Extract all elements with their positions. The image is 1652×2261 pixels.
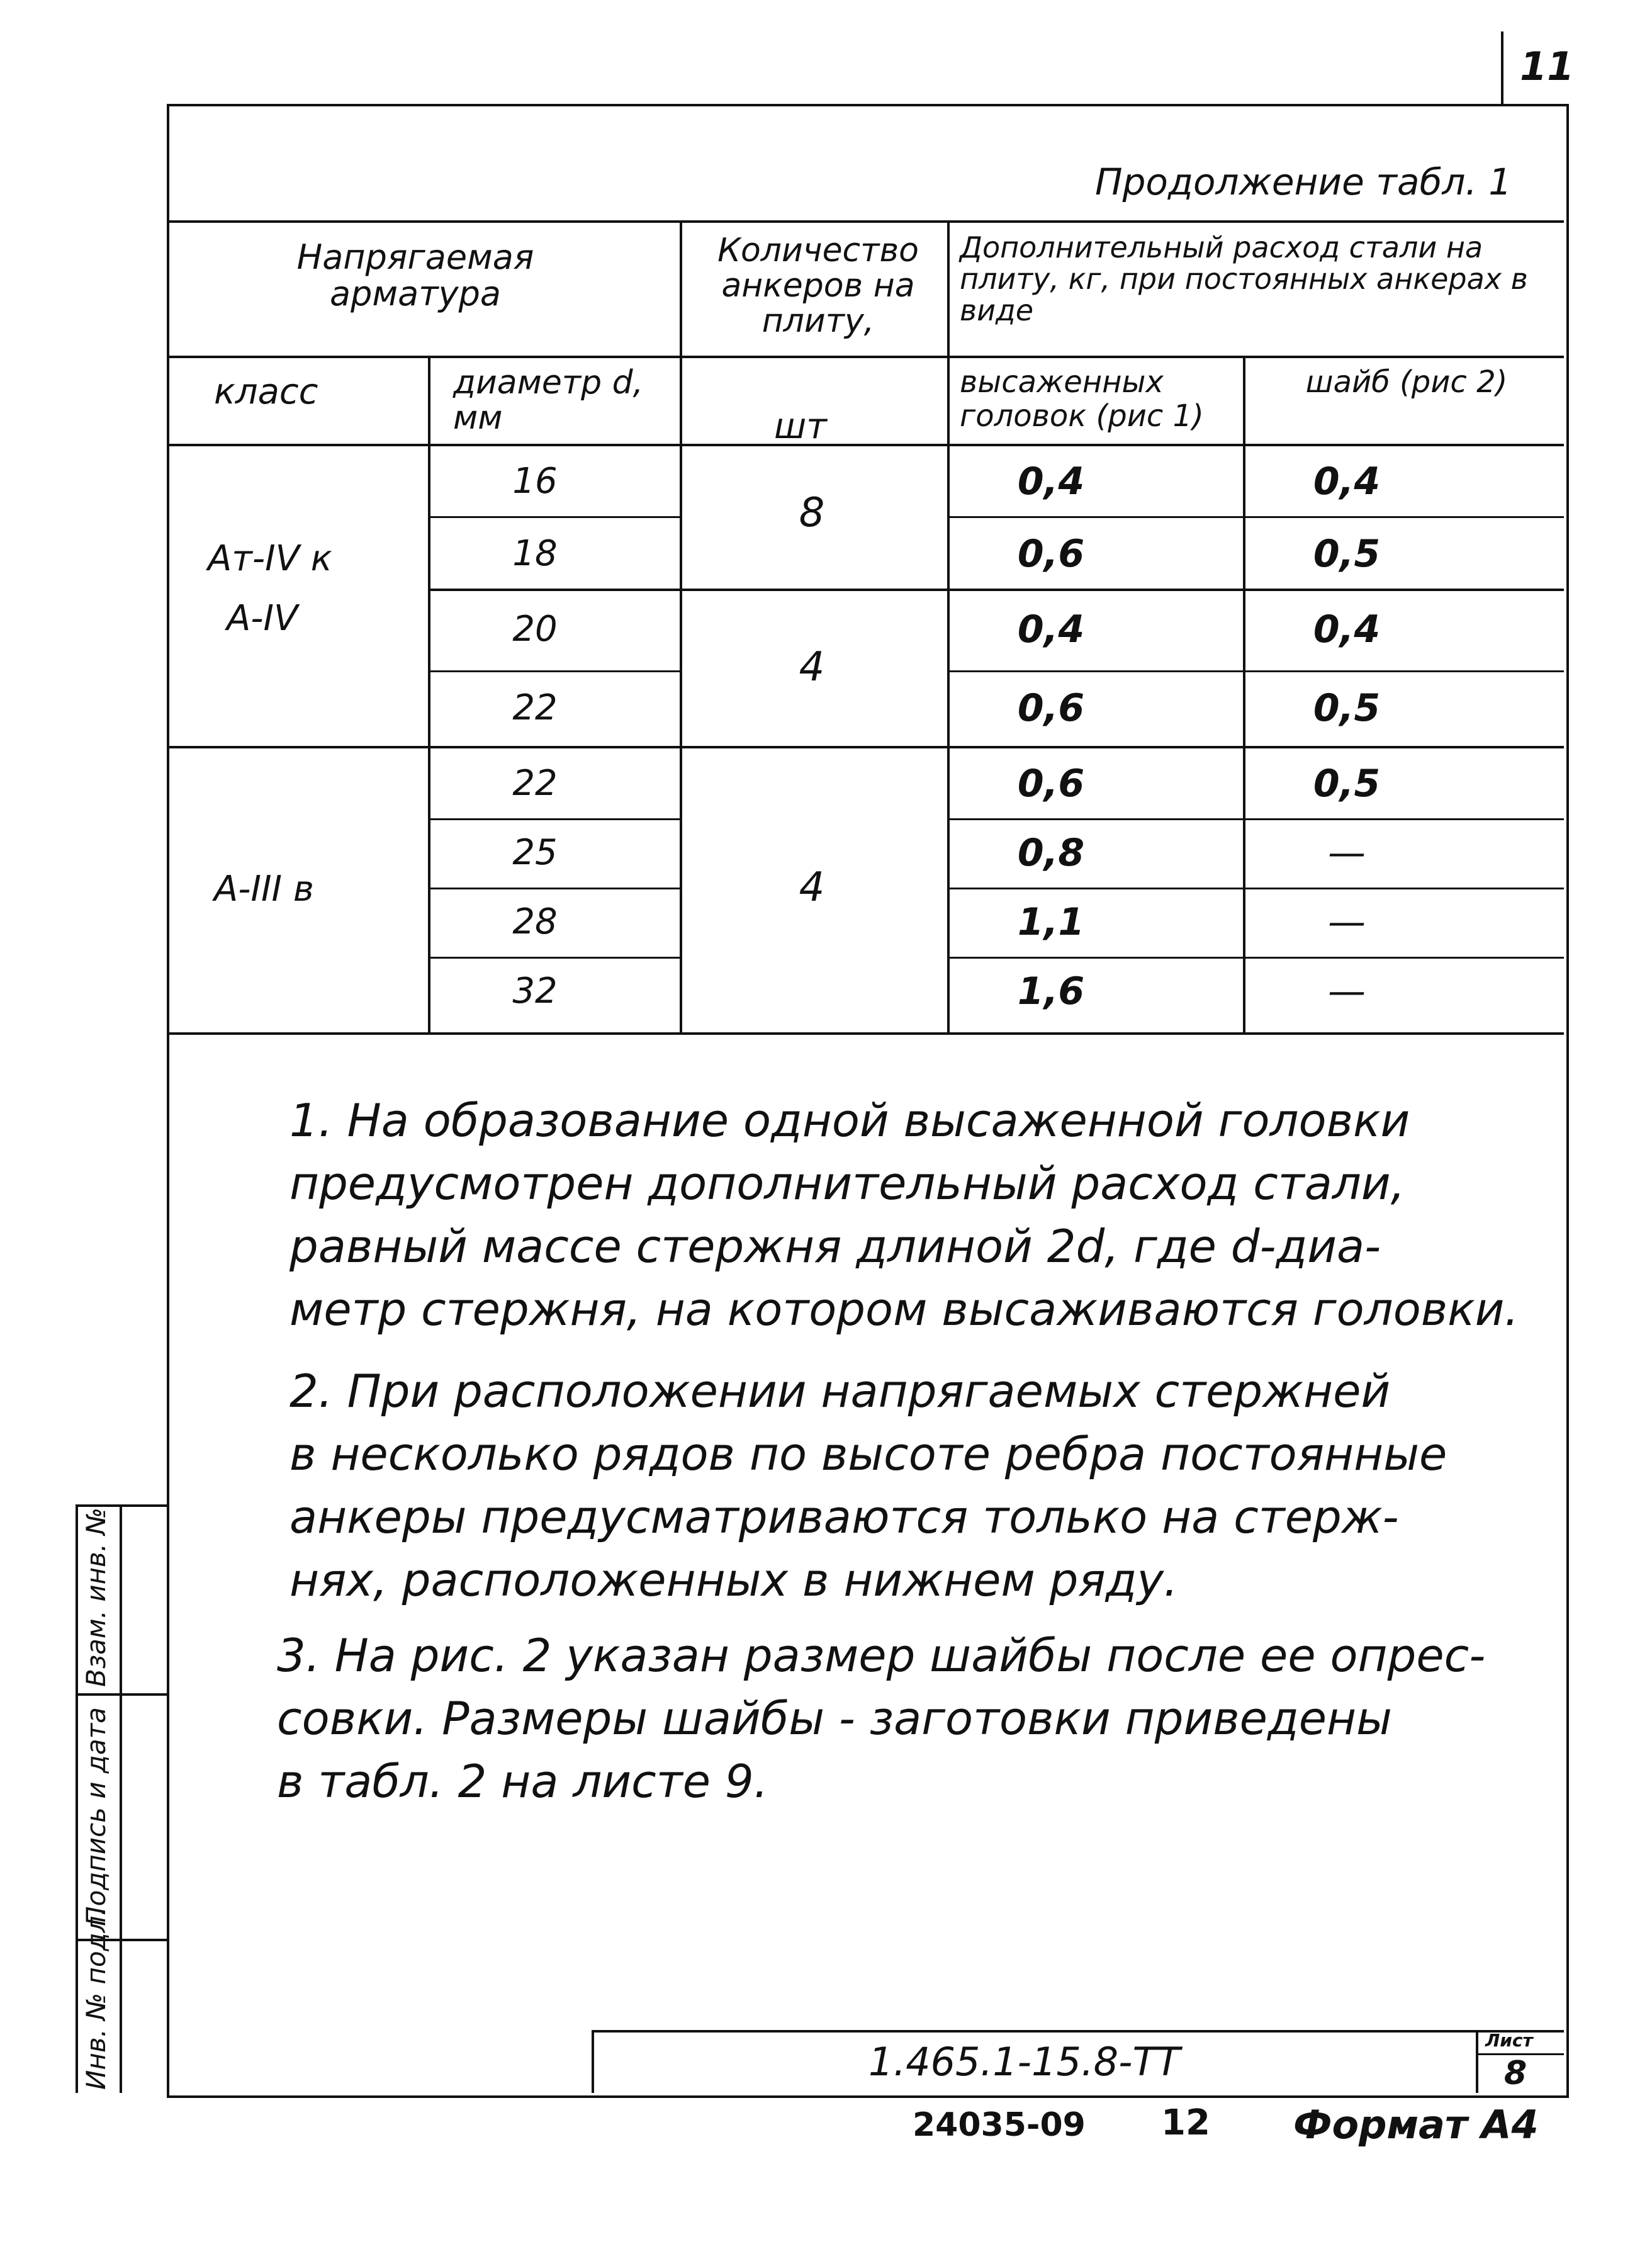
washers-cell: 0,5: [1313, 686, 1381, 730]
table-top-rule: [167, 220, 1564, 223]
count-cell: 4: [799, 644, 825, 691]
note-line: предусмотрен дополнительный расход стали,: [289, 1157, 1405, 1210]
header-class: класс: [214, 371, 318, 412]
sheet-top-number: 11: [1520, 43, 1575, 89]
row-rule: [947, 818, 1564, 820]
note-line: в табл. 2 на листе 9.: [277, 1755, 768, 1808]
count-cell: 8: [799, 490, 825, 536]
washers-cell: —: [1328, 831, 1366, 875]
diameter-cell: 25: [512, 832, 558, 873]
note-line: метр стержня, на котором высаживаются головки.: [289, 1283, 1519, 1336]
note-line: 1. На образование одной высаженной головки: [289, 1094, 1410, 1147]
washers-cell: 0,5: [1313, 532, 1381, 576]
table-bottom-rule: [167, 1032, 1564, 1035]
page-number: 12: [1161, 2102, 1210, 2143]
note-line: совки. Размеры шайбы - заготовки приведены: [277, 1692, 1392, 1745]
stamp-sign-date: Подпись и дата: [81, 1707, 111, 1926]
row-rule: [428, 957, 680, 959]
col-rule-diameter: [428, 356, 430, 1032]
note-line: 3. На рис. 2 указан размер шайбы после ее опрес-: [277, 1629, 1486, 1682]
header-anchors-count: Количество анкеров на плиту,: [717, 232, 919, 340]
washers-cell: 0,5: [1313, 762, 1381, 806]
count-cell: 4: [799, 864, 825, 911]
col-rule-extra: [947, 220, 950, 1032]
side-stamp-inner-rule: [120, 1504, 122, 2093]
header-extra-steel: Дополнительный расход стали на плиту, кг, при постоянных анкерах в виде: [960, 230, 1528, 327]
side-stamp-outer-rule: [76, 1504, 78, 2093]
note-line: 2. При расположении напрягаемых стержней: [289, 1365, 1391, 1418]
col-rule-washers: [1243, 356, 1245, 1032]
top-number-divider: [1501, 31, 1503, 104]
row-rule: [428, 888, 680, 889]
side-stamp-top-rule: [76, 1504, 169, 1507]
header-bottom-rule: [167, 444, 1564, 446]
class-cell: A-IV: [227, 598, 298, 639]
heads-cell: 0,8: [1017, 831, 1085, 875]
class-cell: A-III в: [214, 869, 314, 910]
header-upset-heads: высаженных головок (рис 1): [960, 364, 1204, 434]
sheet-label: Лист: [1485, 2030, 1533, 2051]
row-rule: [947, 516, 1564, 518]
heads-cell: 0,6: [1017, 532, 1085, 576]
heads-cell: 0,4: [1017, 460, 1085, 504]
diameter-cell: 22: [512, 687, 558, 728]
title-block-sheet-rule: [1476, 2030, 1478, 2093]
continuation-label: Продолжение табл. 1: [1095, 161, 1512, 203]
note-line: нях, расположенных в нижнем ряду.: [289, 1553, 1178, 1606]
title-block-top-rule: [592, 2030, 1564, 2033]
heads-cell: 1,6: [1017, 969, 1085, 1013]
subgroup-rule: [428, 589, 1564, 591]
format-label: Формат А4: [1293, 2102, 1539, 2148]
diameter-cell: 32: [512, 971, 558, 1012]
stamp-inv-podl: Инв. № подл.: [81, 1907, 111, 2090]
row-rule: [947, 888, 1564, 889]
diameter-cell: 16: [512, 461, 558, 502]
heads-cell: 1,1: [1017, 900, 1085, 944]
header-subrow-rule: [167, 356, 1564, 358]
group-rule: [167, 746, 1564, 748]
row-rule: [428, 670, 680, 672]
note-line: в несколько рядов по высоте ребра постоянные: [289, 1428, 1447, 1480]
diameter-cell: 22: [512, 763, 558, 804]
diameter-cell: 20: [512, 609, 558, 650]
header-washers: шайб (рис 2): [1305, 364, 1508, 400]
order-number: 24035-09: [913, 2106, 1086, 2144]
header-diameter: диаметр d, мм: [453, 364, 644, 437]
side-stamp-rule: [76, 1693, 169, 1696]
washers-cell: —: [1328, 969, 1366, 1013]
class-cell: Aт-IV к: [208, 538, 332, 579]
title-block-left-rule: [592, 2030, 594, 2093]
diameter-cell: 18: [512, 533, 558, 574]
col-rule-count: [680, 220, 682, 1032]
header-rebar: Напрягаемая арматура: [296, 237, 534, 313]
washers-cell: —: [1328, 900, 1366, 944]
header-unit: шт: [774, 406, 827, 447]
diameter-cell: 28: [512, 901, 558, 942]
row-rule: [428, 818, 680, 820]
note-line: анкеры предусматриваются только на стерж-: [289, 1491, 1399, 1543]
document-code: 1.465.1-15.8-ТТ: [868, 2039, 1181, 2085]
heads-cell: 0,4: [1017, 607, 1085, 651]
washers-cell: 0,4: [1313, 460, 1381, 504]
row-rule: [947, 957, 1564, 959]
washers-cell: 0,4: [1313, 607, 1381, 651]
row-rule: [947, 670, 1564, 672]
stamp-vzam-inv: Взам. инв. №: [81, 1507, 111, 1687]
sheet-number: 8: [1504, 2055, 1527, 2092]
note-line: равный массе стержня длиной 2d, где d-диа-: [289, 1220, 1381, 1273]
heads-cell: 0,6: [1017, 762, 1085, 806]
row-rule: [428, 516, 680, 518]
heads-cell: 0,6: [1017, 686, 1085, 730]
